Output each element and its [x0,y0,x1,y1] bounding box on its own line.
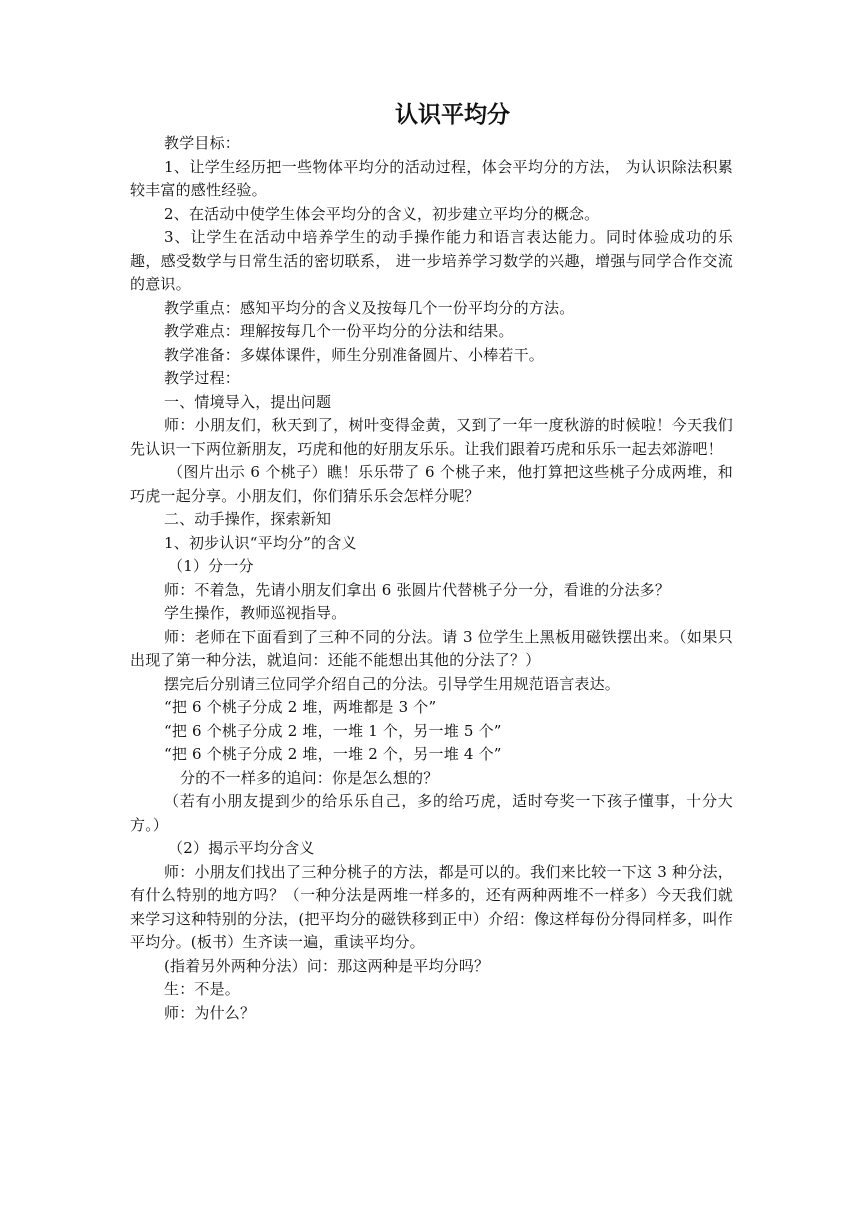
section-heading-1: 一、情境导入，提出问题 [164,392,332,411]
section-heading-2: 二、动手操作，探索新知 [164,510,332,528]
paragraph-question: (指着另外两种分法）问：那这两种是平均分吗？ [164,956,490,975]
paragraph-process-heading: 教学过程： [164,369,241,387]
paragraph-student-operate: 学生操作，教师巡视指导。 [164,604,347,622]
paragraph-compare-methods: 师：小朋友们找出了三种分桃子的方法，都是可以的。我们来比较一下这 3 种分法，有什么特别的地方吗？（一种分法是两堆一样多的，还有两种两堆不一样多）今天我们就来学习这种特别的分法，(把平均分的磁铁移到正中）介绍：像这样每份分得同样多，叫作平均分。(板书）生齐读一遍，重读平均分。 [130,862,733,951]
paragraph-difficulties: 教学难点：理解按每几个一份平均分的分法和结果。 [164,322,514,340]
document-page [130,98,733,1025]
paragraph-teacher-divide: 师：不着急，先请小朋友们拿出 6 张圆片代替桃子分一分，看谁的分法多？ [164,580,671,599]
paragraph-three-methods: 师：老师在下面看到了三种不同的分法。请 3 位学生上黑板用磁铁摆出来。（如果只出现了第一种分法，就追问：还能不能想出其他的分法了？） [130,627,733,669]
subsection-heading-1: 1、初步认识“平均分”的含义 [164,533,357,552]
paragraph-preparation: 教学准备：多媒体课件，师生分别准备圆片、小棒若干。 [164,345,545,364]
step-heading-2: （2）揭示平均分含义 [168,839,315,857]
paragraph-introduce-methods: 摆完后分别请三位同学介绍自己的分法。引导学生用规范语言表达。 [164,674,621,693]
paragraph-peaches: （图片出示 6 个桃子）瞧！乐乐带了 6 个桃子来，他打算把这些桃子分成两堆，和巧虎一起分享。小朋友们，你们猜乐乐会怎样分呢？ [130,463,733,505]
document-body [130,132,733,1025]
step-heading-1: （1）分一分 [168,557,254,575]
paragraph-teacher-intro: 师：小朋友们，秋天到了，树叶变得金黄，又到了一年一度秋游的时候啦！今天我们先认识一下两位新朋友，巧虎和他的好朋友乐乐。让我们跟着巧虎和乐乐一起去郊游吧！ [130,416,733,458]
paragraph-teaching-goals-heading: 教学目标： [164,134,241,152]
quote-method-2: “把 6 个桃子分成 2 堆，一堆 1 个，另一堆 5 个” [164,721,502,740]
paragraph-key-points: 教学重点：感知平均分的含义及按每几个一份平均分的方法。 [164,298,575,317]
quote-method-3: “把 6 个桃子分成 2 堆，一堆 2 个，另一堆 4 个” [164,745,502,763]
paragraph-goal-3: 3、让学生在活动中培养学生的动手操作能力和语言表达能力。同时体验成功的乐趣，感受数学与日常生活的密切联系， 进一步培养学习数学的兴趣，增强与同学合作交流的意识。 [130,228,733,293]
paragraph-follow-up: 分的不一样多的追问：你是怎么想的？ [180,768,439,787]
quote-method-1: “把 6 个桃子分成 2 堆，两堆都是 3 个” [164,698,437,716]
paragraph-student-answer: 生：不是。 [164,980,241,998]
paragraph-goal-2: 2、在活动中使学生体会平均分的含义，初步建立平均分的概念。 [164,204,600,223]
paragraph-teacher-why: 师：为什么？ [164,1003,256,1022]
paragraph-goal-1: 1、让学生经历把一些物体平均分的活动过程，体会平均分的方法， 为认识除法积累较丰富的感性经验。 [130,157,733,199]
paragraph-praise: （若有小朋友提到少的给乐乐自己，多的给巧虎，适时夸奖一下孩子懂事，十分大方。） [130,792,733,834]
document-title: 认识平均分 [395,102,510,128]
